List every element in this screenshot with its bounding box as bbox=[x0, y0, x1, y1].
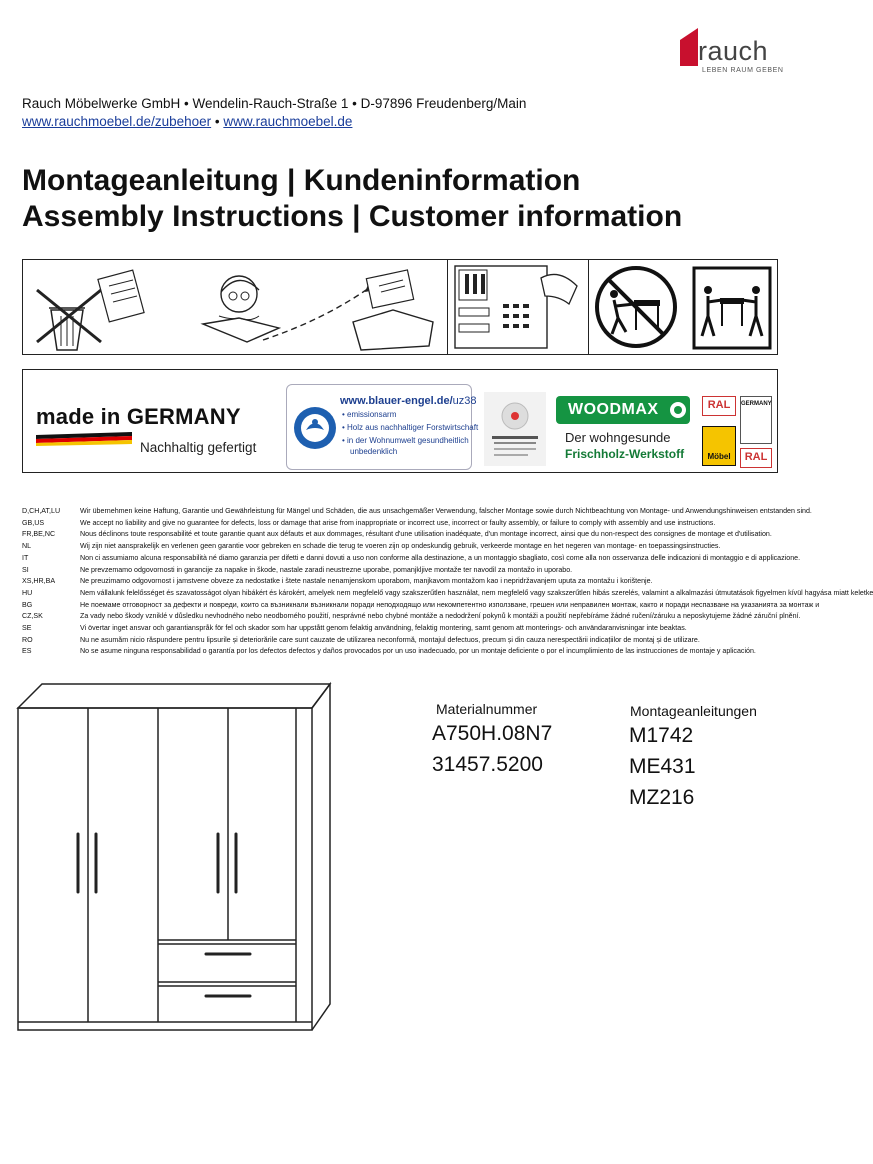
ral-badge-bottom: RAL bbox=[740, 448, 772, 468]
woodmax-subtitle: Der wohngesunde bbox=[565, 430, 671, 445]
sustainable-label: Nachhaltig gefertigt bbox=[140, 440, 257, 455]
page-title-english: Assembly Instructions | Customer information bbox=[22, 200, 683, 233]
engel-bullet-cont: unbedenklich bbox=[350, 447, 398, 456]
material-number: A750H.08N7 bbox=[432, 722, 553, 745]
disclaimer-row: NL Wij zijn niet aansprakelijk en verlenen geen garantie voor gebreken en schade die terug te voeren zijn op ondeskundig gebruik, verkeerde montage en het negeren van montage- en toepassingsinstructies. bbox=[22, 542, 721, 551]
material-number: 31457.5200 bbox=[432, 753, 543, 776]
disclaimer-row: IT Non ci assumiamo alcuna responsabilità né diamo garanzia per difetti e danni dovuti a uso non conforme alla destinazione, a un montaggio sbagliato, così come alla non osservanza delle indicazioni di montaggio e di applicazione. bbox=[22, 553, 801, 562]
disclaimer-row: SE Vi övertar inget ansvar och garantianspråk för fel och skador som har uppstått genom felaktig användning, felaktig montering, samt genom att monterings- och användaranvisningar inte beaktas. bbox=[22, 624, 687, 633]
disclaimer-row: BG Не поемаме отговорност за дефекти и повреди, които са възникнали възникнали поради неподходящо или некомпетентно използване, грешен или неправилен монтаж, както и поради неспазване на указанията за монтаж и bbox=[22, 600, 820, 609]
company-address: Rauch Möbelwerke GmbH • Wendelin-Rauch-Straße 1 • D-97896 Freudenberg/Main bbox=[22, 96, 527, 111]
page-title-german: Montageanleitung | Kundeninformation bbox=[22, 164, 581, 197]
disclaimer-row: ES No se asume ninguna responsabilidad o garantía por los defectos defectos y daños provocados por un uso inadecuado, por un montaje deficiente o por el incumplimiento de las instrucciones de montaje y aplicación. bbox=[22, 647, 756, 656]
keep-instructions-icon bbox=[23, 260, 443, 354]
woodmax-label: WOODMAX bbox=[568, 401, 659, 418]
blue-angel-icon bbox=[292, 392, 338, 464]
logo-tagline: LEBEN RAUM GEBEN bbox=[702, 67, 784, 74]
made-in-germany-label: made in GERMANY bbox=[36, 404, 241, 429]
website-links bbox=[22, 114, 352, 129]
two-person-assembly-icon bbox=[590, 260, 778, 354]
manuals-label: Montageanleitungen bbox=[630, 703, 757, 719]
manual-number: M1742 bbox=[629, 724, 694, 747]
disclaimer-row: XS,HR,BA Ne preuzimamo odgovornost i jamstvene obveze za nedostatke i štete nastale nenamjenskom uporabom, manjkavom montažom kao i nepridržavanjem uputa za montažu i korištenje. bbox=[22, 577, 653, 586]
strip-divider bbox=[588, 260, 589, 354]
strip-divider bbox=[447, 260, 448, 354]
engel-bullet: • emissionsarm bbox=[342, 410, 397, 419]
material-number-label: Materialnummer bbox=[436, 701, 538, 717]
woodmax-leaf-icon bbox=[668, 399, 688, 421]
disclaimer-row: RO Nu ne asumăm nicio răspundere pentru lipsurile și deteriorările care sunt cauzate de utilizarea neconformă, montajul defectuos, precum și din cauza nerespectării indicațiilor de montaj și de utilizare. bbox=[22, 635, 700, 644]
sustainability-award-icon bbox=[484, 392, 546, 466]
link-separator: • bbox=[211, 114, 224, 129]
disclaimer-row: D,CH,AT,LU Wir übernehmen keine Haftung, Garantie und Gewährleistung für Mängel und Schäden, die aus unsachgemäßer Verwendung, falscher Montage sowie durch Nichtbeachtung von Montage- und Anwendungshinweisen entstanden sind. bbox=[22, 507, 812, 515]
manual-number: ME431 bbox=[629, 755, 696, 778]
hardware-bag-icon bbox=[449, 260, 587, 354]
disclaimer-row: CZ,SK Za vady nebo škody vzniklé v důsledku nevhodného nebo neodborného použití, nesprávné nebo chybné montáže a nedodržení pokynů k montáži a použití nepřebíráme žádné ručení/záruku a neposkytujeme žádné záruční plnění. bbox=[22, 612, 801, 621]
disclaimer-row: FR,BE,NC Nous déclinons toute responsabilité et toute garantie quant aux défauts et aux dommages, résultant d'une utilisation inadéquate, d'un montage incorrect, ainsi que du non-respect des consignes de montage et d'utilisation. bbox=[22, 530, 772, 539]
disclaimer-row: HU Nem vállalunk felelősséget és szavatosságot olyan hibákért és károkért, amelyek nem megfelelő vagy szakszerűtlen használat, nem megfelelő vagy szakszerűtlen hibás szerelés, valamint a alkalmazási útmutatások figyelmen kívül hagyása miatt keletke bbox=[22, 588, 873, 597]
manual-number: MZ216 bbox=[629, 786, 695, 809]
engel-bullet: • in der Wohnumwelt gesundheitlich bbox=[342, 436, 469, 445]
engel-bullet: • Holz aus nachhaltiger Forstwirtschaft bbox=[342, 423, 479, 432]
wardrobe-drawing bbox=[16, 682, 330, 1042]
liability-disclaimers bbox=[22, 506, 873, 658]
disclaimer-row: SI Ne prevzemamo odgovornosti in garancije za napake in škode, nastale zaradi neustrezne uporabe, pomanjkljive montaže ter navodil za montažo in uporabo. bbox=[22, 565, 573, 574]
homepage-link[interactable]: www.rauchmoebel.de bbox=[223, 114, 353, 129]
ral-moebel-badge: Möbel bbox=[702, 426, 736, 466]
blue-angel-url: www.blauer-engel.de/uz38 bbox=[340, 395, 477, 407]
ral-germany-badge: GERMANY bbox=[740, 396, 772, 444]
logo-wordmark: rauch bbox=[698, 36, 769, 66]
woodmax-tagline: Frischholz-Werkstoff bbox=[565, 447, 685, 461]
accessories-link[interactable]: www.rauchmoebel.de/zubehoer bbox=[22, 114, 212, 129]
german-flag-icon bbox=[36, 432, 132, 446]
instruction-pictogram-strip bbox=[22, 259, 778, 355]
disclaimer-row: GB,US We accept no liability and give no guarantee for defects, loss or damage that arise from inappropriate or incorrect use, incorrect or faulty assembly, or failure to comply with assembly and use instructions. bbox=[22, 518, 716, 527]
ral-badge-top: RAL bbox=[702, 396, 736, 416]
